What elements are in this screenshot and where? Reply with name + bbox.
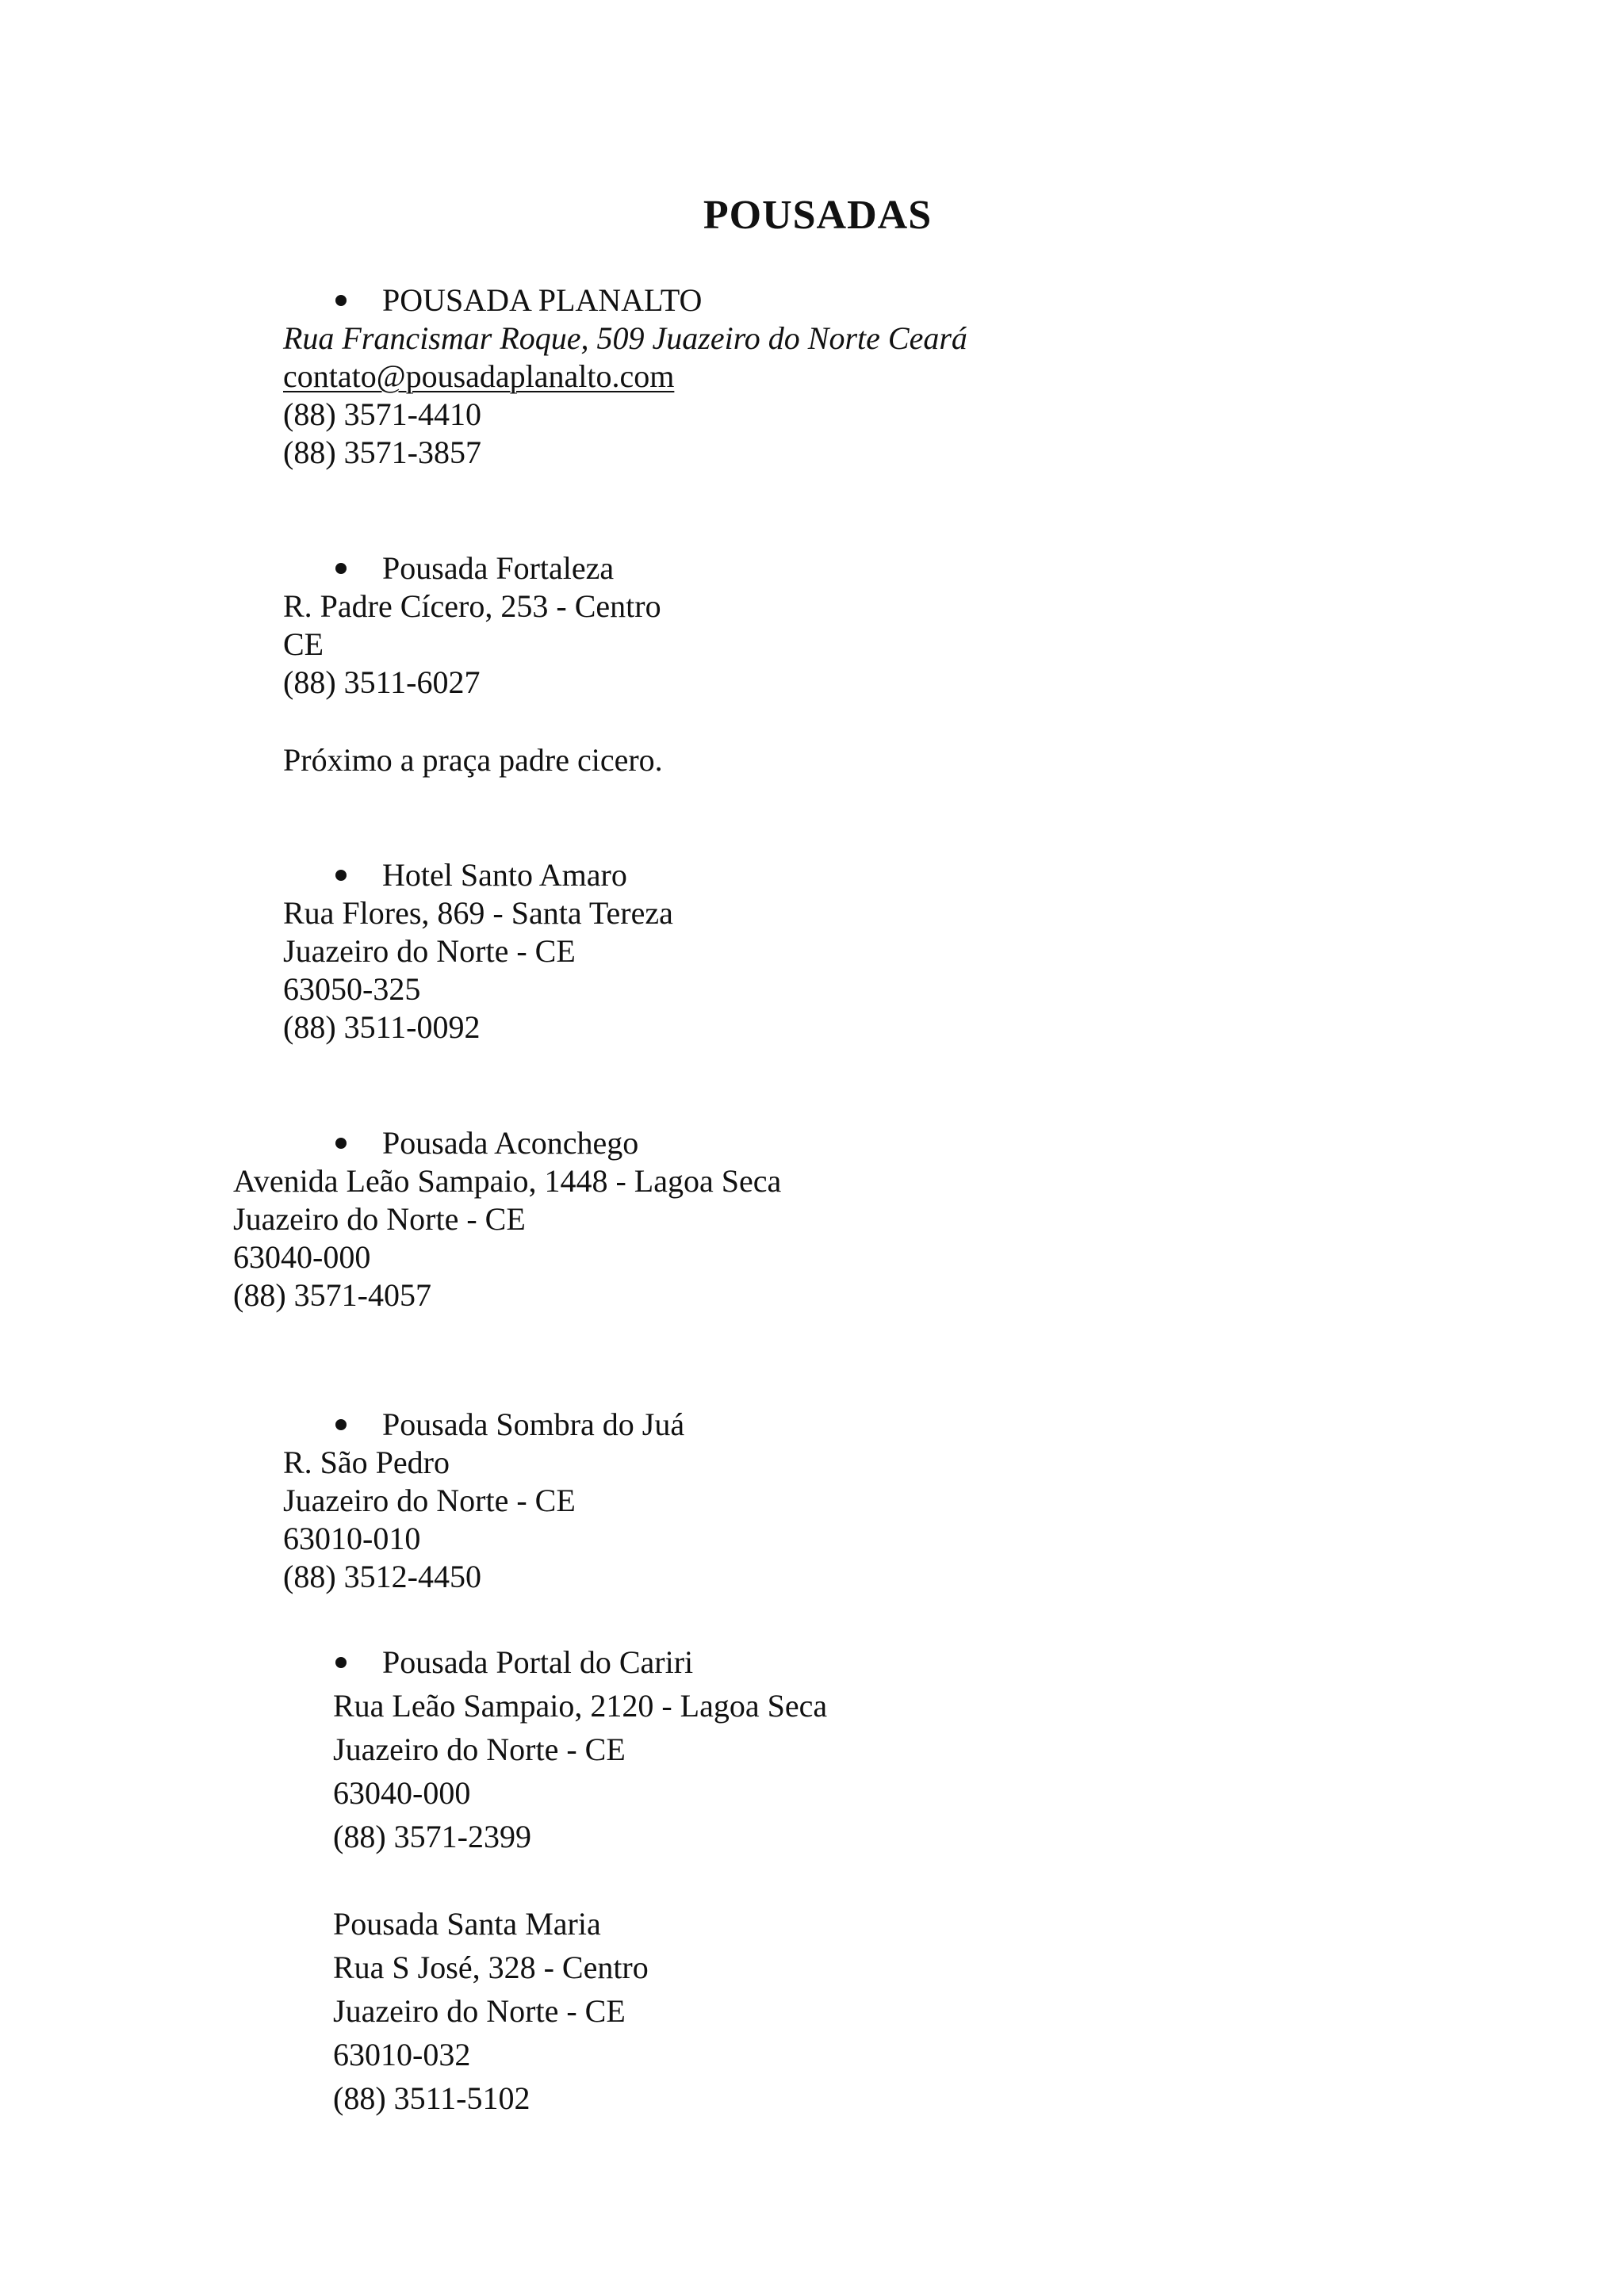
entry-cep: 63010-010	[283, 1521, 421, 1556]
bullet-icon	[335, 1657, 347, 1668]
entry-phone: (88) 3511-5102	[333, 2080, 530, 2116]
entry-cep: 63050-325	[283, 971, 421, 1007]
entry-city: Juazeiro do Norte - CE	[333, 1993, 626, 2029]
bullet-icon	[335, 870, 347, 881]
entry-name: Pousada Sombra do Juá	[382, 1406, 685, 1442]
entry-cep: 63010-032	[333, 2037, 471, 2072]
entry-phone: (88) 3512-4450	[283, 1559, 481, 1594]
entry-name: Pousada Fortaleza	[382, 550, 615, 586]
entry-address: Rua Flores, 869 - Santa Tereza	[283, 895, 673, 931]
entry-address: R. São Pedro	[283, 1445, 450, 1480]
entry-name: Pousada Portal do Cariri	[382, 1644, 694, 1680]
entry-phone: (88) 3571-4410	[283, 396, 481, 432]
entry-name: Pousada Santa Maria	[333, 1906, 601, 1942]
email-link[interactable]: contato@pousadaplanalto.com	[283, 358, 675, 394]
entry-phone: (88) 3571-2399	[333, 1819, 531, 1854]
page-title: POUSADAS	[703, 193, 933, 238]
entry-cep: 63040-000	[233, 1239, 371, 1275]
bullet-icon	[335, 563, 347, 574]
entry-city: Juazeiro do Norte - CE	[283, 1483, 576, 1518]
entry-cep: 63040-000	[333, 1775, 471, 1811]
entry-phone: (88) 3571-3857	[283, 434, 481, 470]
entry-address: Rua Francismar Roque, 509 Juazeiro do Norte Ceará	[283, 320, 967, 356]
bullet-icon	[335, 1138, 347, 1149]
entry-city: Juazeiro do Norte - CE	[233, 1201, 526, 1237]
entry-phone: (88) 3511-6027	[283, 664, 481, 700]
entry-city: Juazeiro do Norte - CE	[283, 933, 576, 969]
entry-address: Rua Leão Sampaio, 2120 - Lagoa Seca	[333, 1688, 828, 1724]
entry-state: CE	[283, 626, 324, 662]
entry-name: Hotel Santo Amaro	[382, 857, 627, 893]
entry-city: Juazeiro do Norte - CE	[333, 1732, 626, 1767]
entry-address: Avenida Leão Sampaio, 1448 - Lagoa Seca	[233, 1163, 782, 1199]
entry-name: POUSADA PLANALTO	[382, 282, 703, 318]
bullet-icon	[335, 1419, 347, 1430]
entry-address: R. Padre Cícero, 253 - Centro	[283, 588, 661, 624]
entry-note: Próximo a praça padre cicero.	[283, 742, 663, 778]
entry-name: Pousada Aconchego	[382, 1125, 639, 1161]
bullet-icon	[335, 295, 347, 306]
entry-address: Rua S José, 328 - Centro	[333, 1950, 649, 1985]
entry-phone: (88) 3511-0092	[283, 1009, 481, 1045]
entry-email[interactable]	[283, 358, 674, 396]
entry-phone: (88) 3571-4057	[233, 1277, 431, 1313]
